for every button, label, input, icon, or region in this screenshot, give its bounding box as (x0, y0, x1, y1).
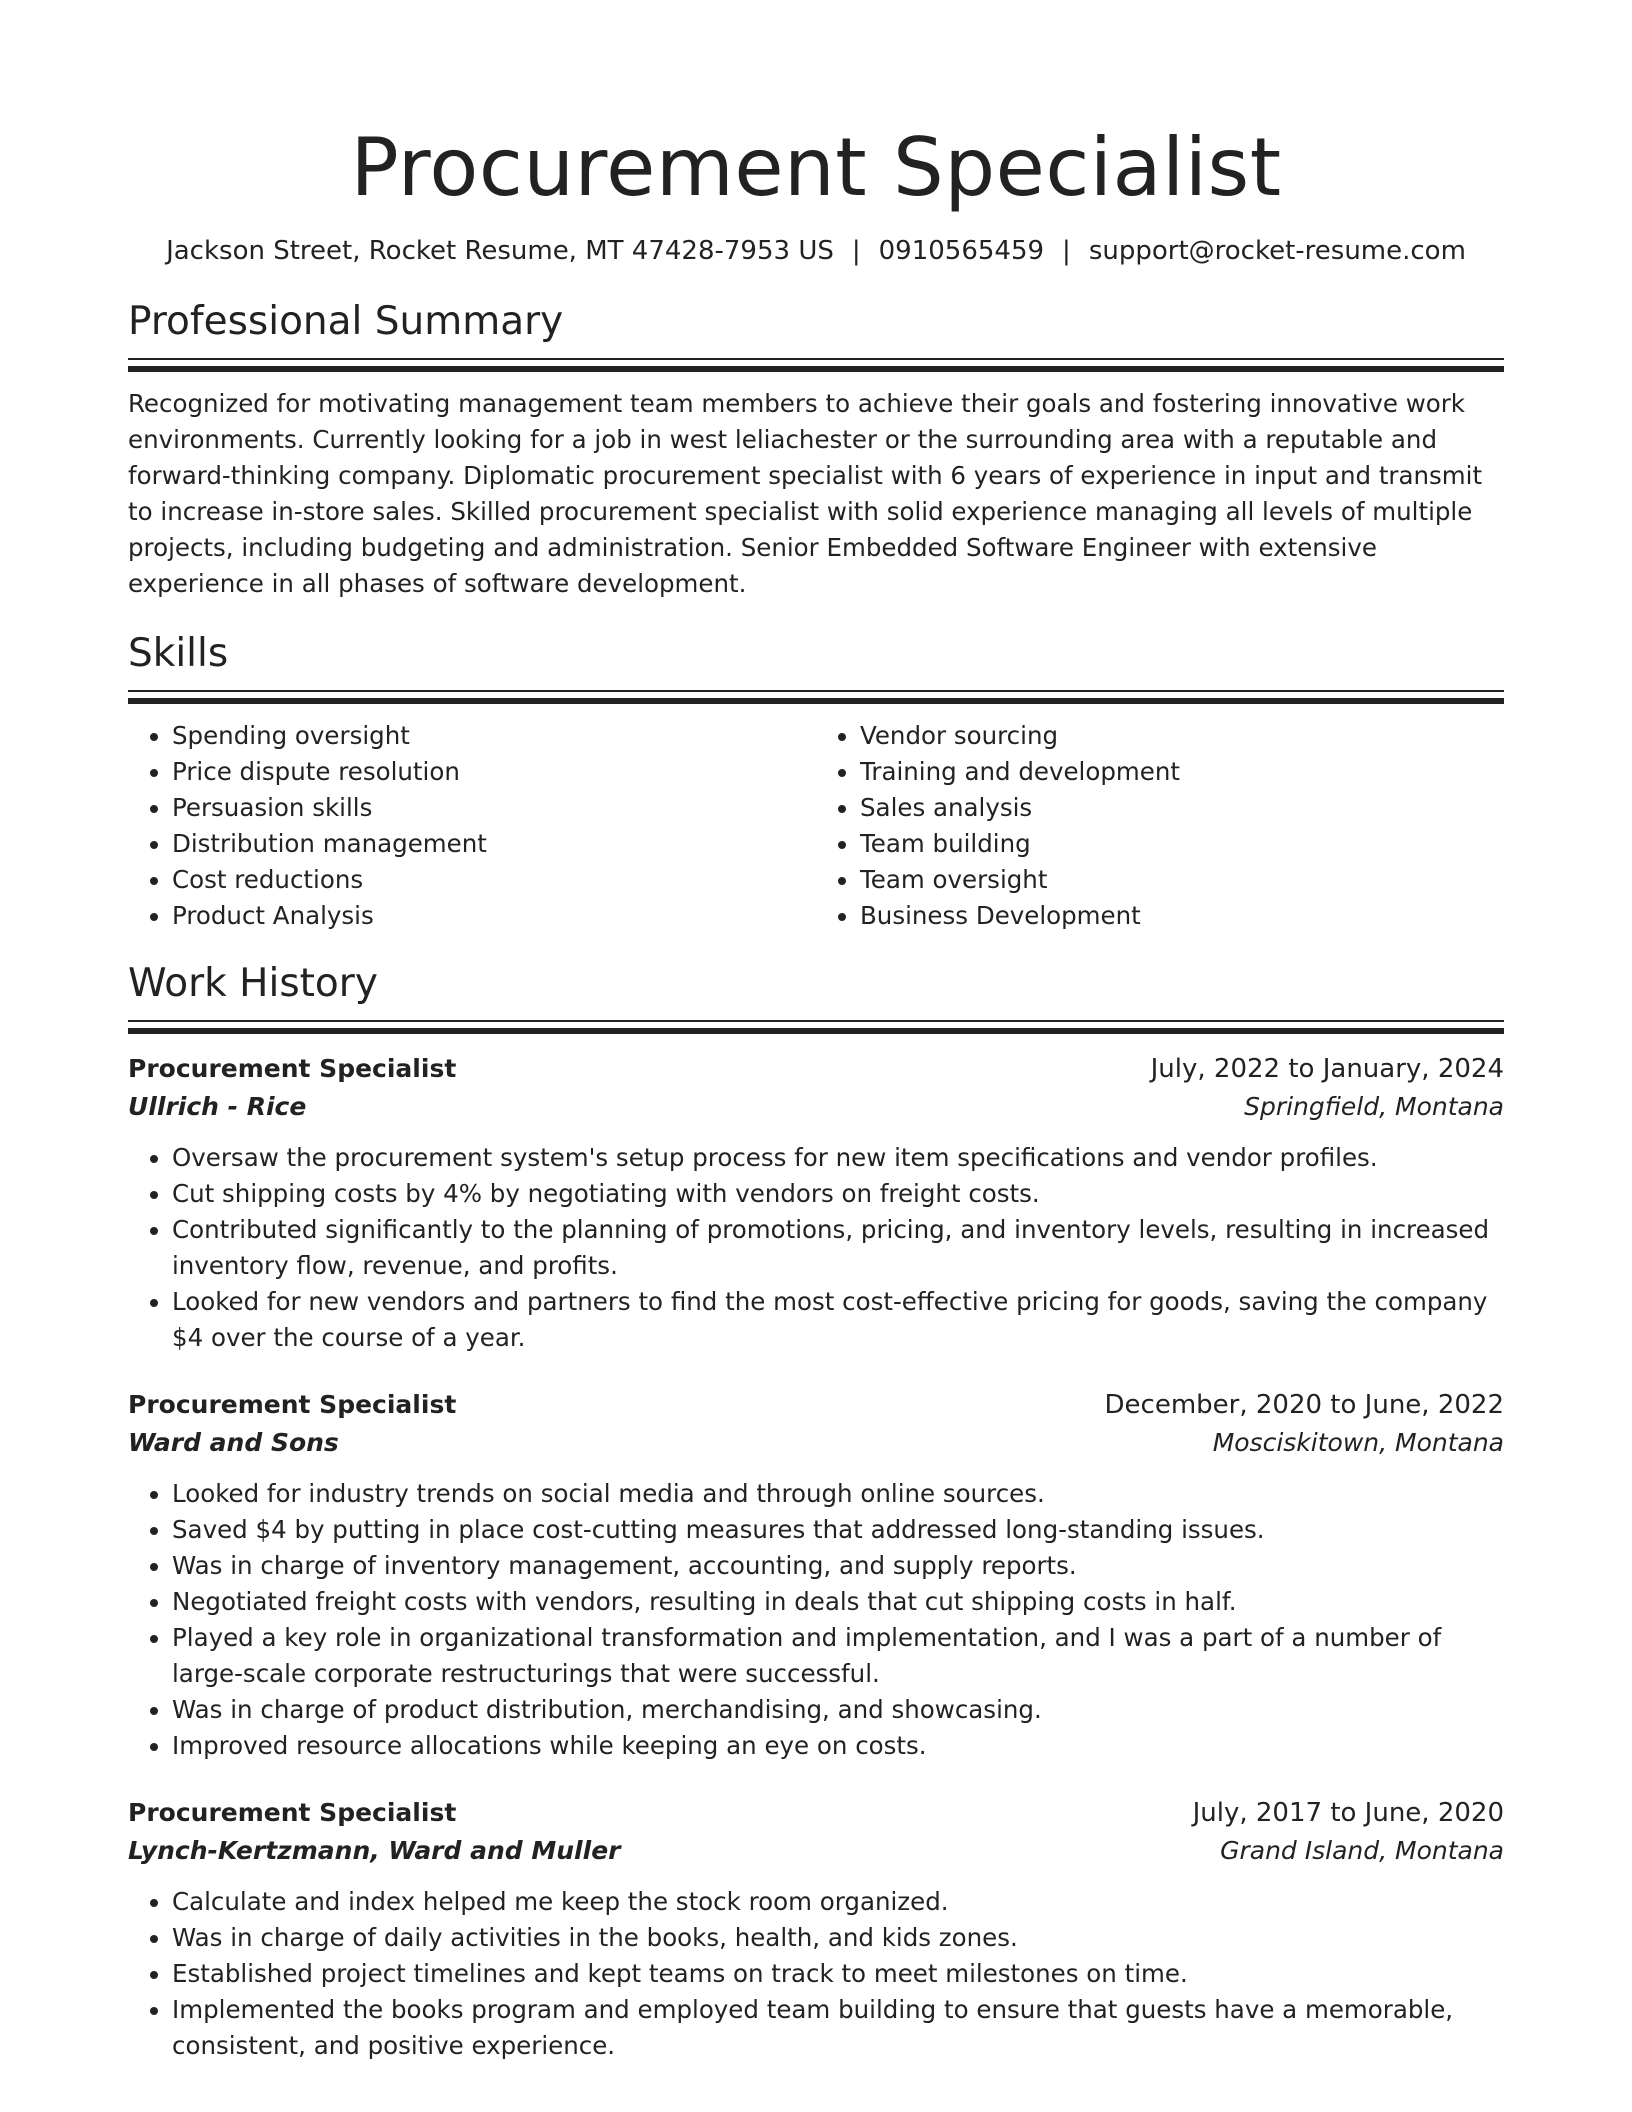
job-location: Springfield, Montana (1244, 1092, 1504, 1121)
job-entry (128, 1794, 1504, 2064)
job-title-row (128, 1386, 1504, 1424)
job-bullet: • Was in charge of daily activities in the books, health, and kids zones. (172, 1920, 1504, 1956)
contact-line (128, 234, 1504, 268)
skill-item: • Cost reductions (172, 862, 816, 898)
skill-item: • Sales analysis (860, 790, 1504, 826)
job-bullet: • Looked for industry trends on social media and through online sources. (172, 1476, 1504, 1512)
skills-list-left (128, 718, 816, 934)
section-divider (128, 1020, 1504, 1022)
job-dates: December, 2020 to June, 2022 (1104, 1390, 1504, 1420)
job-company-row (128, 1088, 1504, 1126)
job-company: Lynch-Kertzmann, Ward and Muller (128, 1836, 621, 1865)
job-title: Procurement Specialist (128, 1054, 457, 1083)
job-bullet: • Oversaw the procurement system's setup process for new item specifications and vendor profiles. (172, 1140, 1504, 1176)
job-bullet: • Implemented the books program and employed team building to ensure that guests have a memorable, consistent, and positive experience. (172, 1992, 1504, 2064)
job-bullet: • Contributed significantly to the planning of promotions, pricing, and inventory levels, resulting in increased inventory flow, revenue, and profits. (172, 1212, 1504, 1284)
job-bullet: • Was in charge of inventory management, accounting, and supply reports. (172, 1548, 1504, 1584)
summary-section (128, 298, 1504, 602)
job-title: Procurement Specialist (128, 1390, 457, 1419)
skill-item: • Business Development (860, 898, 1504, 934)
contact-address: Jackson Street, Rocket Resume, MT 47428-7953 US (166, 236, 834, 266)
skill-item: • Spending oversight (172, 718, 816, 754)
contact-separator: | (851, 236, 861, 266)
skill-item: • Team oversight (860, 862, 1504, 898)
section-divider-thick (128, 366, 1504, 372)
job-bullet: • Played a key role in organizational transformation and implementation, and I was a part of a number of large-scale corporate restructurings that were successful. (172, 1620, 1504, 1692)
job-entry (128, 1386, 1504, 1764)
skill-item: • Price dispute resolution (172, 754, 816, 790)
job-bullet: • Improved resource allocations while keeping an eye on costs. (172, 1728, 1504, 1764)
contact-phone: 0910565459 (878, 236, 1045, 266)
job-company: Ward and Sons (128, 1428, 339, 1457)
contact-separator: | (1062, 236, 1071, 266)
job-bullets (128, 1476, 1504, 1764)
skills-section (128, 630, 1504, 934)
job-bullets (128, 1884, 1504, 2064)
skill-item: • Persuasion skills (172, 790, 816, 826)
job-location: Mosciskitown, Montana (1212, 1428, 1504, 1457)
job-bullet: • Saved $4 by putting in place cost-cutting measures that addressed long-standing issues. (172, 1512, 1504, 1548)
job-dates: July, 2022 to January, 2024 (1150, 1054, 1504, 1084)
job-bullet: • Established project timelines and kept teams on track to meet milestones on time. (172, 1956, 1504, 1992)
skills-heading: Skills (128, 631, 229, 676)
job-bullet: • Cut shipping costs by 4% by negotiating with vendors on freight costs. (172, 1176, 1504, 1212)
work-history-heading: Work History (128, 961, 378, 1006)
resume-name: Procurement Specialist (350, 121, 1282, 214)
contact-email: support@rocket-resume.com (1088, 236, 1466, 266)
section-divider-thick (128, 698, 1504, 704)
job-company: Ullrich - Rice (128, 1092, 307, 1121)
job-dates: July, 2017 to June, 2020 (1192, 1798, 1504, 1828)
job-title: Procurement Specialist (128, 1798, 457, 1827)
section-divider (128, 358, 1504, 360)
skill-item: • Product Analysis (172, 898, 816, 934)
job-company-row (128, 1424, 1504, 1462)
job-bullet: • Negotiated freight costs with vendors, resulting in deals that cut shipping costs in half. (172, 1584, 1504, 1620)
job-company-row (128, 1832, 1504, 1870)
work-history-section (128, 960, 1504, 2064)
skill-item: • Training and development (860, 754, 1504, 790)
job-bullet: • Calculate and index helped me keep the stock room organized. (172, 1884, 1504, 1920)
job-title-row (128, 1794, 1504, 1832)
job-bullet: • Was in charge of product distribution, merchandising, and showcasing. (172, 1692, 1504, 1728)
section-divider-thick (128, 1028, 1504, 1034)
job-bullets (128, 1140, 1504, 1356)
summary-heading: Professional Summary (128, 299, 564, 344)
skill-item: • Vendor sourcing (860, 718, 1504, 754)
section-divider (128, 690, 1504, 692)
skills-columns (128, 718, 1504, 934)
job-location: Grand Island, Montana (1220, 1836, 1504, 1865)
job-entry (128, 1050, 1504, 1356)
skill-item: • Distribution management (172, 826, 816, 862)
job-title-row (128, 1050, 1504, 1088)
skill-item: • Team building (860, 826, 1504, 862)
skills-list-right (816, 718, 1504, 934)
job-bullet: • Looked for new vendors and partners to find the most cost-effective pricing for goods, saving the company $4 over the course of a year. (172, 1284, 1504, 1356)
summary-text: Recognized for motivating management team members to achieve their goals and fostering innovative work environments. Currently looking for a job in west leliachester or the surrounding area with a reputable and forward-thinking company. Diplomatic procurement specialist with 6 years of experience in input and transmit to increase in-store sales. Skilled procurement specialist with solid experience managing all levels of multiple projects, including budgeting and administration. Senior Embedded Software Engineer with extensive experience in all phases of software development. (128, 389, 1483, 598)
